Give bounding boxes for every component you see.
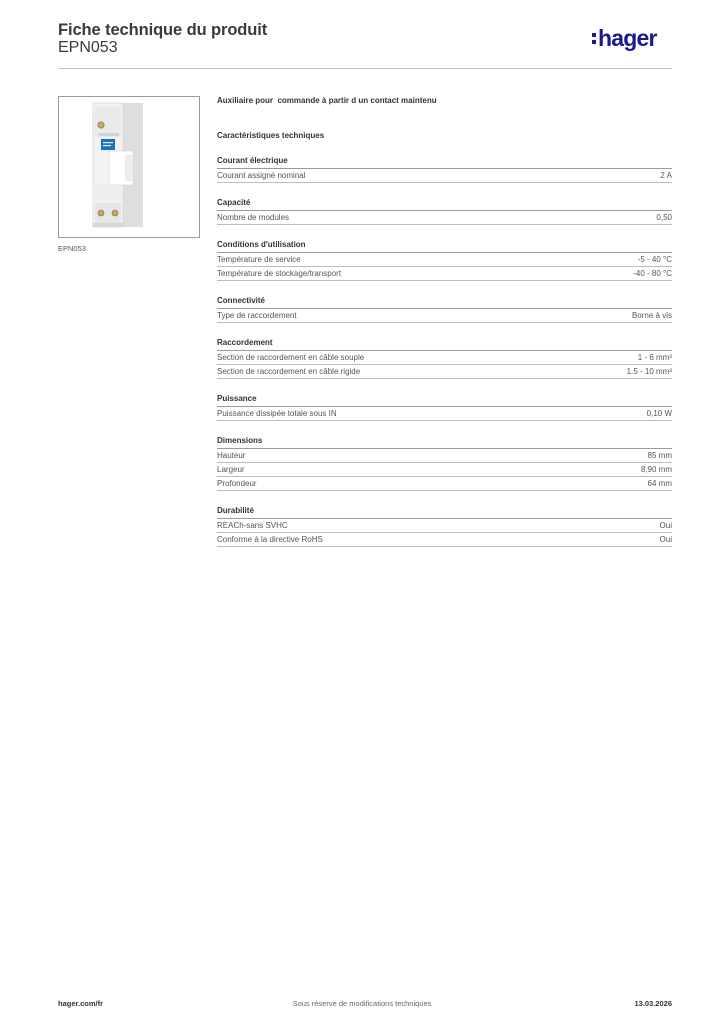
spec-label: Hauteur [217,451,246,460]
spec-value: Oui [659,535,672,544]
spec-label: Puissance dissipée totale sous IN [217,409,337,418]
spec-section-title: Durabilité [217,506,672,519]
product-reference: EPN053 [58,39,118,56]
spec-section-title: Capacité [217,198,672,211]
spec-value: Borne à vis [631,311,672,320]
spec-row [217,365,672,379]
spec-section [217,338,672,379]
spec-row [217,351,672,365]
footer-disclaimer: Sous réserve de modifications techniques [292,999,432,1008]
footer-website-link[interactable]: hager.com/fr [58,999,104,1008]
spec-label: Section de raccordement en câble souple [217,353,365,362]
page-title: Fiche technique du produit [58,21,268,39]
spec-label: Section de raccordement en câble rigide [217,367,361,376]
spec-value: 85 mm [647,451,672,460]
spec-row [217,309,672,323]
spec-section-title: Dimensions [217,436,672,449]
spec-row [217,477,672,491]
spec-label: REACh-sans SVHC [217,521,288,530]
spec-row [217,533,672,547]
hager-logo[interactable] [592,26,657,56]
spec-label: Courant assigné nominal [217,171,306,180]
product-image-frame [58,96,200,238]
spec-label: Température de service [217,255,301,264]
spec-row [217,407,672,421]
spec-section [217,240,672,281]
logo-text: hager [598,25,657,51]
spec-section [217,506,672,547]
spec-label: Type de raccordement [217,311,297,320]
spec-value: 2 A [660,171,672,180]
spec-section-title: Connectivité [217,296,672,309]
spec-section [217,436,672,491]
spec-value: 8,90 mm [640,465,672,474]
logo-dots-icon [592,33,596,44]
product-image-caption: EPN053 [58,244,86,253]
spec-value: 0,50 [656,213,672,222]
spec-section [217,296,672,323]
spec-row [217,519,672,533]
spec-label: Profondeur [217,479,257,488]
spec-value: -40 - 80 °C [633,269,672,278]
spec-row [217,211,672,225]
spec-section-title: Raccordement [217,338,672,351]
footer-date: 13.03.2026 [634,999,672,1008]
specifications-panel [217,96,672,562]
product-description: Auxiliaire pour commande à partir d un contact maintenu [217,96,437,105]
spec-row [217,267,672,281]
spec-value: Oui [659,521,672,530]
characteristics-title: Caractéristiques techniques [217,131,325,140]
spec-label: Température de stockage/transport [217,269,342,278]
spec-section-title: Puissance [217,394,672,407]
spec-section [217,394,672,421]
spec-row [217,169,672,183]
spec-value: 1 - 6 mm² [637,353,672,362]
spec-section-title: Conditions d'utilisation [217,240,672,253]
modular-auxiliary-device-icon [59,97,199,237]
spec-section [217,198,672,225]
spec-label: Conforme à la directive RoHS [217,535,323,544]
header-divider [58,68,672,69]
spec-value: 64 mm [647,479,672,488]
spec-label: Largeur [217,465,245,474]
spec-value: -5 - 40 °C [637,255,672,264]
spec-section-title: Courant électrique [217,156,672,169]
spec-section [217,156,672,183]
spec-value: 0,10 W [646,409,672,418]
spec-row [217,449,672,463]
spec-value: 1.5 - 10 mm² [626,367,672,376]
spec-row [217,253,672,267]
spec-label: Nombre de modules [217,213,290,222]
spec-row [217,463,672,477]
